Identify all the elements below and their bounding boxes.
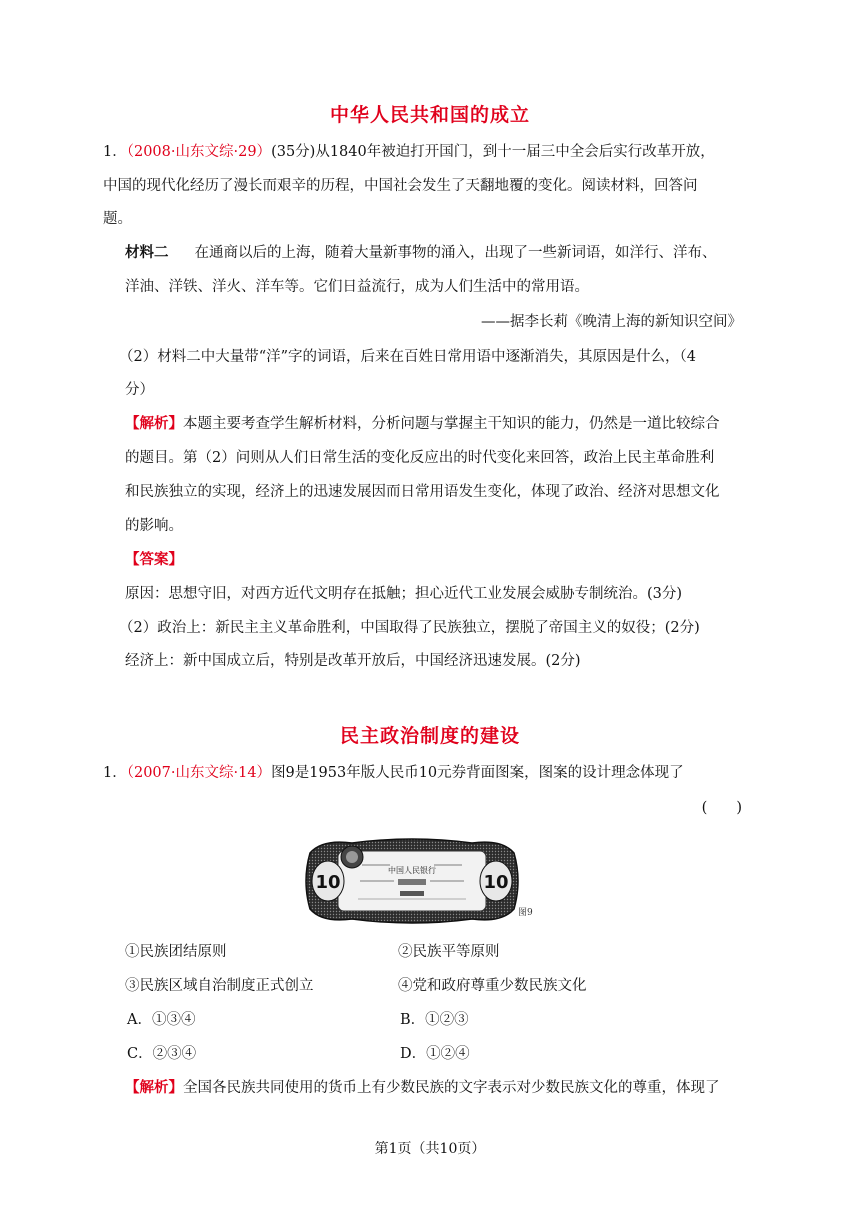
answer-line-2: （2）政治上：新民主主义革命胜利，中国取得了民族独立，摆脱了帝国主义的奴役；(2分) (119, 620, 700, 636)
question-text: 图9是1953年版人民币10元券背面图案，图案的设计理念体现了 (271, 765, 684, 781)
analysis-label: 【解析】 (125, 1079, 183, 1096)
banknote-numeral-left: 10 (315, 872, 341, 893)
question-1-line-1 (103, 142, 715, 162)
option-4: ④党和政府尊重少数民族文化 (398, 978, 587, 994)
option-3: ③民族区域自治制度正式创立 (125, 978, 314, 994)
analysis-text: 本题主要考查学生解析材料，分析问题与掌握主干知识的能力，仍然是一道比较综合 (183, 416, 720, 432)
answer-line-1: 原因：思想守旧，对西方近代文明存在抵触；担心近代工业发展会威胁专制统治。(3分) (125, 586, 683, 602)
answer-blank: ( ) (701, 800, 742, 816)
question-source: （2007·山东文综·14） (126, 765, 272, 781)
section-title-founding: 中华人民共和国的成立 (329, 104, 530, 126)
question-1-line-2: 中国的现代化经历了漫长而艰辛的历程，中国社会发生了天翻地覆的变化。阅读材料，回答问 (103, 178, 698, 194)
analysis-2-line-1 (125, 1078, 720, 1098)
sub-question-line-1: （2）材料二中大量带“洋”字的词语，后来在百姓日常用语中逐渐消失，其原因是什么，（4 (119, 349, 697, 365)
material-citation: ——据李长莉《晚清上海的新知识空间》 (481, 314, 742, 330)
analysis-text: 全国各民族共同使用的货币上有少数民族的文字表示对少数民族文化的尊重，体现了 (183, 1080, 720, 1096)
sub-question-line-2: 分） (125, 382, 154, 398)
figure-label: 图9 (518, 908, 533, 918)
material-line-2: 洋油、洋铁、洋火、洋车等。它们日益流行，成为人们生活中的常用语。 (125, 279, 589, 295)
analysis-line-3: 和民族独立的实现，经济上的迅速发展因而日常用语发生变化，体现了政治、经济对思想文化 (125, 484, 720, 500)
analysis-label: 【解析】 (125, 415, 183, 432)
banknote-image (302, 835, 522, 927)
choice-d: D．①②④ (400, 1046, 470, 1062)
option-2: ②民族平等原则 (398, 944, 500, 960)
material-label: 材料二 (125, 244, 169, 261)
banknote-numeral-right: 10 (483, 872, 509, 893)
banknote-bank-name: 中国人民银行 (388, 866, 436, 875)
question-2-line-1 (103, 763, 684, 783)
material-text: 在通商以后的上海，随着大量新事物的涌入，出现了一些新词语，如洋行、洋布、 (194, 245, 717, 261)
answer-label: 【答案】 (125, 551, 183, 568)
choice-a: A．①③④ (127, 1012, 196, 1028)
page-footer: 第1页（共10页） (374, 1141, 486, 1157)
option-1: ①民族团结原则 (125, 944, 227, 960)
analysis-line-1 (125, 414, 720, 434)
analysis-line-2: 的题目。第（2）问则从人们日常生活的变化反应出的时代变化来回答，政治上民主革命胜利 (125, 450, 715, 466)
question-text: (35分)从1840年被迫打开国门，到十一届三中全会后实行改革开放， (271, 144, 715, 160)
question-number: 1． (103, 144, 127, 160)
analysis-line-4: 的影响。 (125, 518, 183, 534)
material-line-1 (125, 243, 717, 263)
choice-b: B．①②③ (400, 1012, 469, 1028)
question-number: 1． (103, 765, 127, 781)
choice-c: C．②③④ (127, 1046, 197, 1062)
question-1-line-3: 题。 (103, 211, 132, 227)
answer-line-3: 经济上：新中国成立后，特别是改革开放后，中国经济迅速发展。(2分) (125, 653, 581, 669)
section-title-democracy: 民主政治制度的建设 (339, 725, 520, 747)
question-source: （2008·山东文综·29） (126, 144, 272, 160)
